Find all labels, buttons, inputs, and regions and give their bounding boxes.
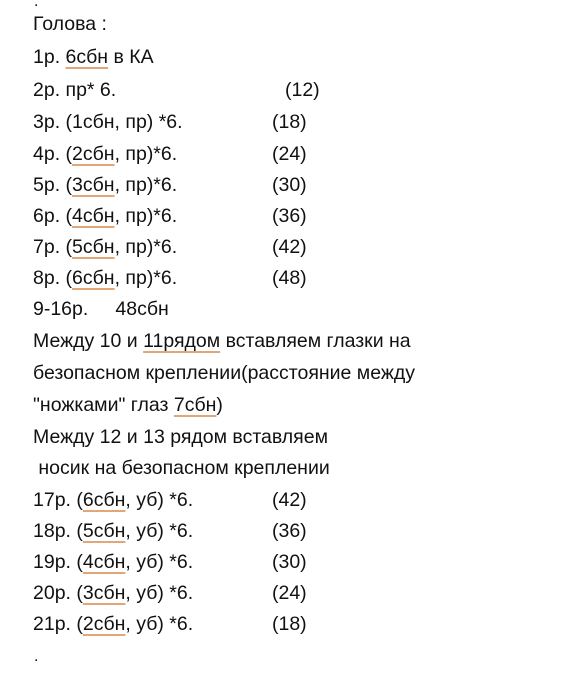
row-7-count: (42)	[272, 236, 307, 258]
row-4: 4р. (2сбн, пр)*6.	[33, 143, 178, 165]
row-6: 6р. (4сбн, пр)*6.	[33, 205, 178, 227]
note-nose-line-1: Между 12 и 13 рядом вставляем	[33, 426, 328, 448]
row-21-count: (18)	[272, 613, 307, 635]
row-18-count: (36)	[272, 520, 307, 542]
row-8-count: (48)	[272, 267, 307, 289]
note-nose-line-2: носик на безопасном креплении	[33, 457, 330, 479]
page-title: Голова :	[33, 13, 107, 35]
top-dot: .	[34, 0, 39, 10]
row-3: 3р. (1сбн, пр) *6.	[33, 111, 183, 133]
row-18: 18р. (5сбн, уб) *6.	[33, 520, 194, 542]
row-3-count: (18)	[272, 111, 307, 133]
row-2-count: (12)	[285, 79, 320, 101]
row-6-count: (36)	[272, 205, 307, 227]
row-17-count: (42)	[272, 489, 307, 511]
row-21: 21р. (2сбн, уб) *6.	[33, 613, 194, 635]
row-5: 5р. (3сбн, пр)*6.	[33, 174, 178, 196]
row-9-16: 9-16р. 48сбн	[33, 298, 169, 320]
row-1: 1р. 6сбн в КА	[33, 46, 154, 68]
row-19: 19р. (4сбн, уб) *6.	[33, 551, 194, 573]
bottom-dot: .	[34, 648, 39, 665]
note-eyes-line-2: безопасном креплении(расстояние между	[33, 362, 416, 384]
note-eyes-line-1: Между 10 и 11рядом вставляем глазки на	[33, 330, 411, 352]
row-19-count: (30)	[272, 551, 307, 573]
row-20-count: (24)	[272, 582, 307, 604]
row-7: 7р. (5сбн, пр)*6.	[33, 236, 178, 258]
row-4-count: (24)	[272, 143, 307, 165]
row-8: 8р. (6сбн, пр)*6.	[33, 267, 178, 289]
row-5-count: (30)	[272, 174, 307, 196]
row-17: 17р. (6сбн, уб) *6.	[33, 489, 194, 511]
note-eyes-line-3: "ножками" глаз 7сбн)	[33, 394, 223, 416]
row-20: 20р. (3сбн, уб) *6.	[33, 582, 194, 604]
row-2: 2р. пр* 6.	[33, 79, 117, 101]
